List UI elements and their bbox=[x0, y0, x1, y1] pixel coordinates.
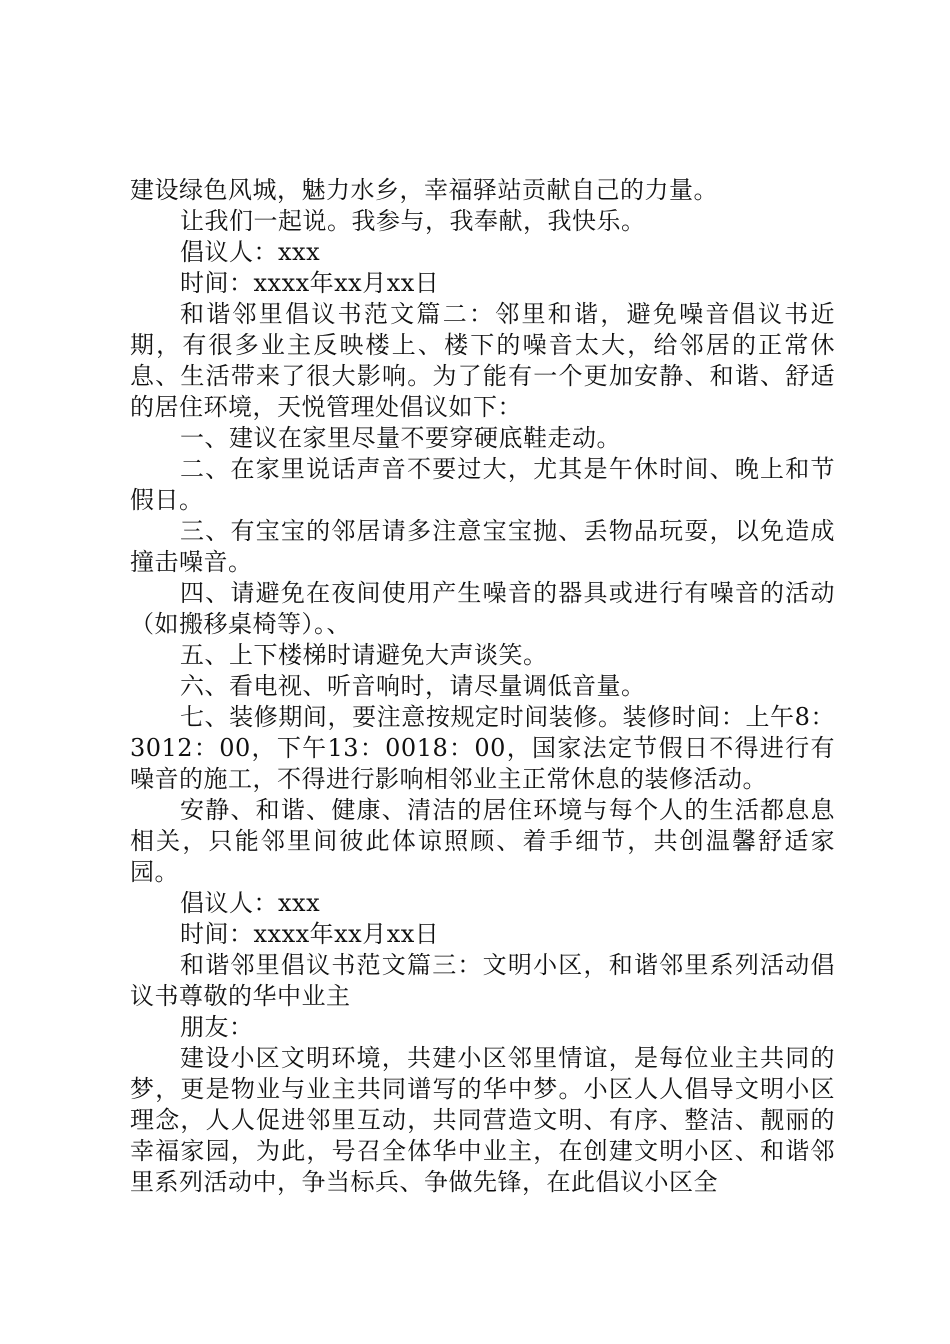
paragraph-item-1: 一、建议在家里尽量不要穿硬底鞋走动。 bbox=[180, 424, 621, 452]
paragraph-article-two-intro: 和谐邻里倡议书范文篇二：邻里和谐，避免噪音倡议书近期，有很多业主反映楼上、楼下的噪音太大，给邻居的正常休息、生活带来了很大影响。为了能有一个更加安静、和谐、舒适的居住环境，天悦管理处倡议如下： bbox=[130, 300, 835, 421]
paragraph-article-three-body: 建设小区文明环境，共建小区邻里情谊，是每位业主共同的梦，更是物业与业主共同谱写的华中梦。小区人人倡导文明小区理念，人人促进邻里互动，共同营造文明、有序、整洁、靓丽的幸福家园，为此，号召全体华中业主，在创建文明小区、和谐邻里系列活动中，争当标兵、争做先锋，在此倡议小区全 bbox=[130, 1044, 835, 1196]
paragraph-article-three-title: 和谐邻里倡议书范文篇三：文明小区，和谐邻里系列活动倡议书尊敬的华中业主 bbox=[130, 951, 835, 1010]
paragraph-item-5: 五、上下楼梯时请避免大声谈笑。 bbox=[180, 641, 548, 669]
paragraph-closing: 安静、和谐、健康、清洁的居住环境与每个人的生活都息息相关，只能邻里间彼此体谅照顾、着手细节，共创温馨舒适家园。 bbox=[130, 796, 835, 886]
paragraph-item-3: 三、有宝宝的邻居请多注意宝宝抛、丢物品玩耍，以免造成撞击噪音。 bbox=[130, 517, 835, 576]
paragraph-date-1: 时间：xxxx年xx月xx日 bbox=[180, 269, 440, 297]
paragraph-item-6: 六、看电视、听音响时，请尽量调低音量。 bbox=[180, 672, 646, 700]
document-body bbox=[130, 175, 835, 1198]
paragraph-item-2: 二、在家里说话声音不要过大，尤其是午休时间、晚上和节假日。 bbox=[130, 455, 835, 514]
paragraph-date-2: 时间：xxxx年xx月xx日 bbox=[180, 920, 440, 948]
paragraph-slogan: 让我们一起说。我参与，我奉献，我快乐。 bbox=[180, 207, 646, 235]
paragraph-continuation: 建设绿色风城，魅力水乡，幸福驿站贡献自己的力量。 bbox=[130, 176, 718, 204]
paragraph-proposer-2: 倡议人：xxx bbox=[180, 889, 321, 917]
paragraph-item-4: 四、请避免在夜间使用产生噪音的器具或进行有噪音的活动（如搬移桌椅等）。、 bbox=[130, 579, 835, 638]
paragraph-item-7: 七、装修期间，要注意按规定时间装修。装修时间：上午8：3012：00，下午13：0018：00，国家法定节假日不得进行有噪音的施工，不得进行影响相邻业主正常休息的装修活动。 bbox=[130, 703, 835, 793]
paragraph-proposer-1: 倡议人：xxx bbox=[180, 238, 321, 266]
paragraph-salutation: 朋友： bbox=[180, 1013, 254, 1041]
